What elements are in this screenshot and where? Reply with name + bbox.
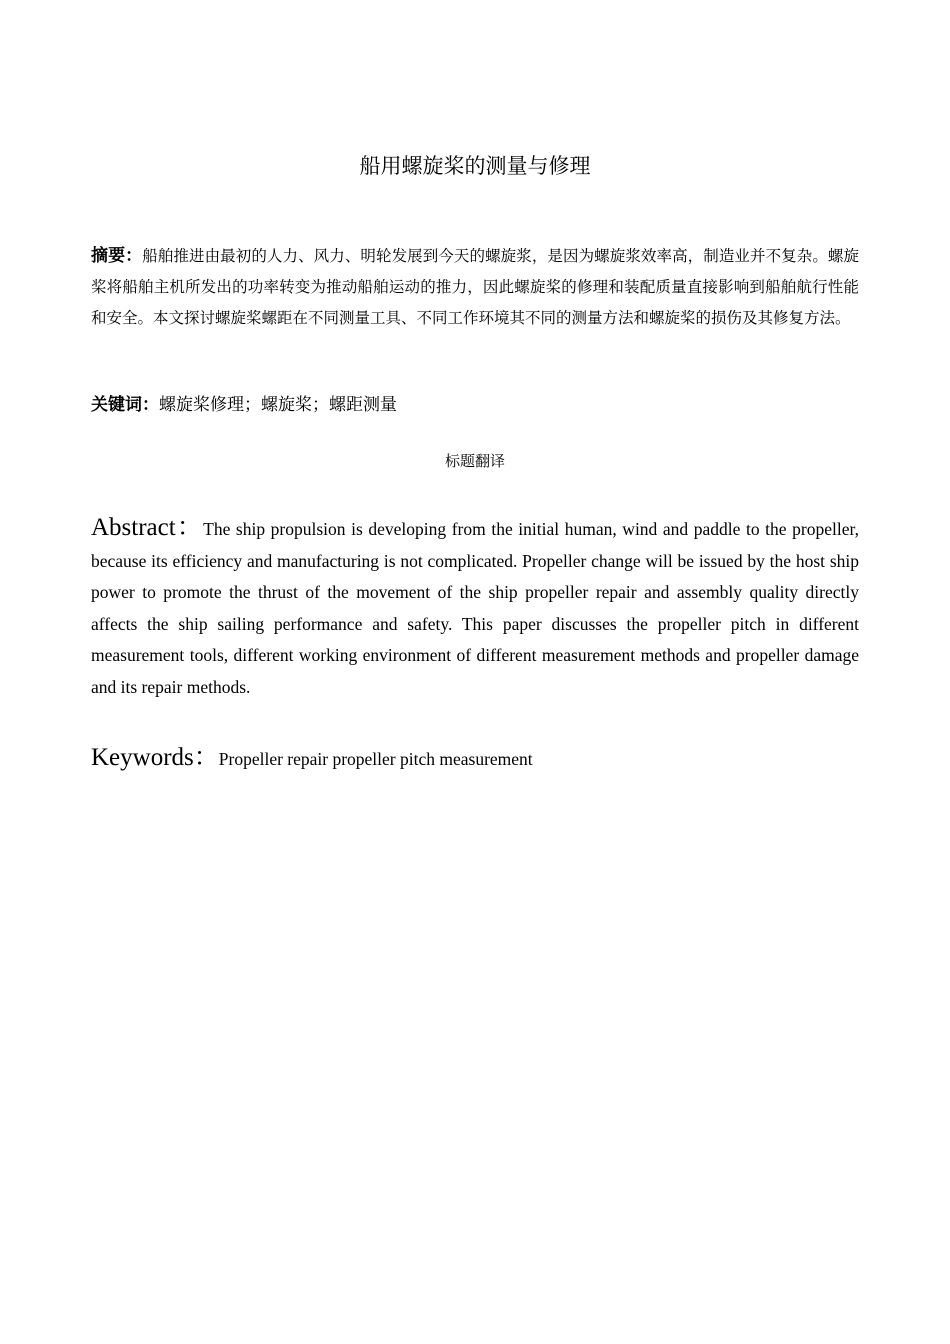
english-abstract-label: Abstract： — [91, 514, 204, 541]
title-translation-placeholder: 标题翻译 — [444, 452, 505, 470]
chinese-abstract-label: 摘要： — [91, 246, 143, 266]
chinese-keywords-label: 关键词： — [91, 395, 159, 415]
chinese-keywords — [91, 391, 859, 419]
paper-title: 船用螺旋桨的测量与修理 — [359, 154, 591, 178]
chinese-abstract — [91, 241, 859, 334]
chinese-abstract-text: 船舶推进由最初的人力、风力、明轮发展到今天的螺旋浆，是因为螺旋浆效率高，制造业并不复杂。螺旋桨将船舶主机所发出的功率转变为推动船舶运动的推力，因此螺旋桨的修理和装配质量直接影响到船舶航行性能和安全。本文探讨螺旋桨螺距在不同测量工具、不同工作环境其不同的测量方法和螺旋桨的损伤及其修复方法。 — [91, 247, 859, 327]
english-abstract-text: The ship propulsion is developing from the initial human, wind and paddle to the propeller, because its efficiency and manufacturing is not complicated. Propeller change will be issued by the host ship power to promote the thrust of the movement of the ship propeller repair and assembly quality directly affects the ship sailing performance and safety. This paper discusses the propeller pitch in different measurement tools, different working environment of different measurement methods and propeller damage and its repair methods. — [91, 519, 859, 697]
chinese-keywords-text: 螺旋桨修理；螺旋桨；螺距测量 — [159, 395, 397, 415]
english-keywords-label: Keywords： — [91, 744, 219, 771]
english-abstract — [91, 512, 859, 703]
english-keywords-text: Propeller repair propeller pitch measurement — [218, 749, 533, 769]
english-keywords — [91, 741, 859, 776]
